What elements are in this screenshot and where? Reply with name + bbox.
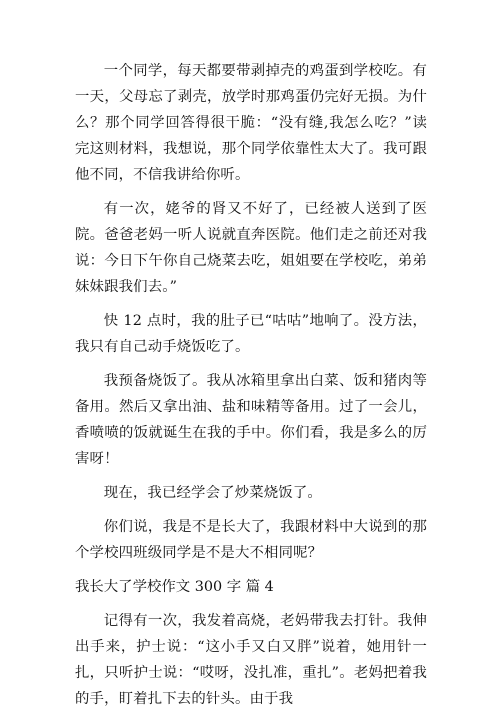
paragraph-6: 你们说，我是不是长大了，我跟材料中大说到的那个学校四班级同学是不是大不相同呢？ bbox=[75, 519, 427, 561]
section-title: 我长大了学校作文 300 字 篇 4 bbox=[75, 579, 274, 595]
paragraph-2: 有一次，姥爷的肾又不好了，已经被人送到了医院。爸爸老妈一听人说就直奔医院。他们走之前还对我说：今日下午你自己烧菜去吃，姐姐要在学校吃，弟弟妹妹跟我们去。” bbox=[75, 201, 427, 295]
paragraph-1: 一个同学，每天都要带剥掉壳的鸡蛋到学校吃。有一天，父母忘了剥壳，放学时那鸡蛋仍完好无损。为什么？那个同学回答得很干脆：“没有缝,我怎么吃？”读完这则材料，我想说，那个同学依靠性太大了。我可跟他不同，不信我讲给你听。 bbox=[75, 63, 427, 183]
paragraph-7: 记得有一次，我发着高烧，老妈带我去打针。我伸出手来，护士说：“这小手又白又胖”说着，她用针一扎，只听护士说：“哎呀，没扎准，重扎”。老妈把着我的手，盯着扎下去的针头。由于我 bbox=[75, 613, 427, 707]
paragraph-4: 我预备烧饭了。我从冰箱里拿出白菜、饭和猪肉等备用。然后又拿出油、盐和味精等备用。过了一会儿，香喷喷的饭就诞生在我的手中。你们看，我是多么的厉害呀！ bbox=[75, 373, 427, 467]
paragraph-5: 现在，我已经学会了炒菜烧饭了。 bbox=[103, 485, 322, 501]
document-page bbox=[75, 58, 427, 720]
paragraph-3: 快 12 点时，我的肚子已“咕咕”地响了。没方法，我只有自己动手烧饭吃了。 bbox=[75, 313, 427, 355]
